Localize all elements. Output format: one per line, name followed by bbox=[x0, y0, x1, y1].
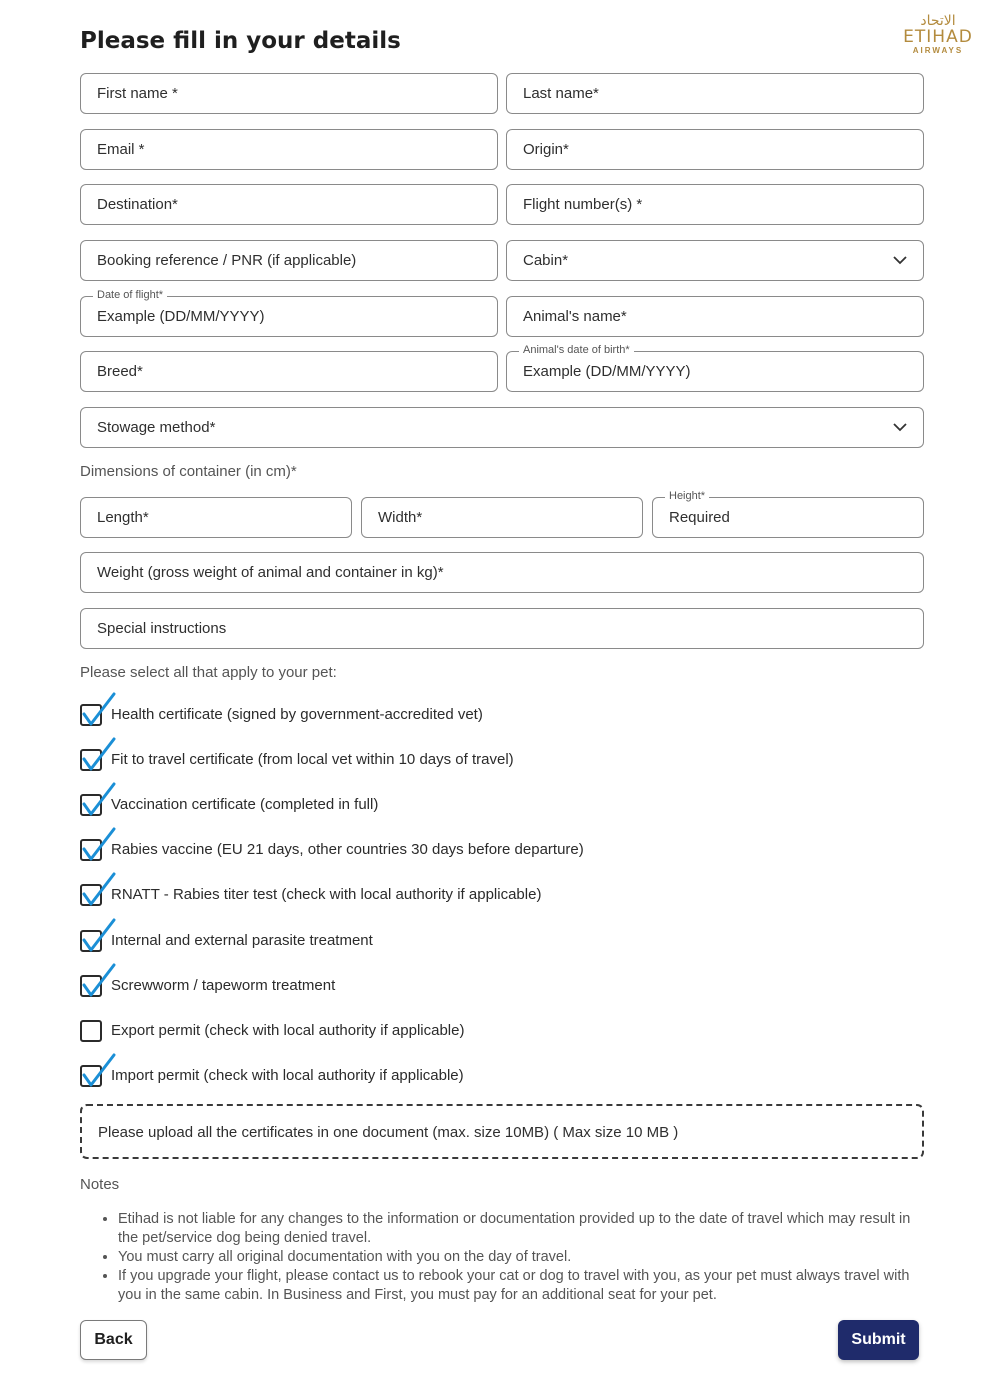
checklist-label: Please select all that apply to your pet: bbox=[80, 664, 337, 681]
notes-title: Notes bbox=[80, 1176, 120, 1193]
checkbox-fit-to-travel[interactable] bbox=[80, 745, 920, 775]
flight-numbers-placeholder: Flight number(s) * bbox=[523, 196, 643, 213]
note-item: • Etihad is not liable for any changes to the information or documentation provided up to the date of travel which may result in the pet/service dog being denied travel. bbox=[118, 1210, 915, 1248]
certificate-upload-dropzone[interactable] bbox=[80, 1104, 924, 1159]
checkbox[interactable] bbox=[80, 794, 102, 816]
checkbox[interactable] bbox=[80, 704, 102, 726]
checkbox-label: Export permit (check with local authority if applicable) bbox=[111, 1022, 465, 1039]
breed-input[interactable] bbox=[80, 351, 498, 392]
stowage-method-placeholder: Stowage method* bbox=[97, 419, 216, 436]
email-placeholder: Email * bbox=[97, 141, 145, 158]
checkbox-label: Import permit (check with local authority if applicable) bbox=[111, 1067, 464, 1084]
animal-dob-input[interactable] bbox=[506, 344, 924, 392]
checkbox[interactable] bbox=[80, 1020, 102, 1042]
checkbox-screwworm[interactable] bbox=[80, 971, 920, 1001]
chevron-down-icon bbox=[893, 255, 907, 265]
back-button[interactable]: Back bbox=[80, 1320, 147, 1360]
submit-button[interactable]: Submit bbox=[838, 1320, 919, 1360]
last-name-input[interactable] bbox=[506, 73, 924, 114]
animal-name-placeholder: Animal's name* bbox=[523, 308, 627, 325]
last-name-placeholder: Last name* bbox=[523, 85, 599, 102]
length-placeholder: Length* bbox=[97, 509, 149, 526]
width-placeholder: Width* bbox=[378, 509, 423, 526]
date-of-flight-label: Date of flight* bbox=[93, 289, 167, 301]
first-name-placeholder: First name * bbox=[97, 85, 178, 102]
logo-name: ETIHAD bbox=[903, 27, 973, 47]
logo-tagline: AIRWAYS bbox=[912, 46, 964, 55]
checkbox-label: Internal and external parasite treatment bbox=[111, 932, 373, 949]
checkbox-rnatt[interactable] bbox=[80, 880, 920, 910]
checkbox[interactable] bbox=[80, 930, 102, 952]
origin-input[interactable] bbox=[506, 129, 924, 170]
note-item: • If you upgrade your flight, please contact us to rebook your cat or dog to travel with you, as your pet must always travel with you in the same cabin. In Business and First, you must pay for an additional seat for your pet. bbox=[118, 1267, 915, 1305]
chevron-down-icon bbox=[893, 422, 907, 432]
animal-dob-placeholder: Example (DD/MM/YYYY) bbox=[523, 363, 691, 380]
height-value: Required bbox=[669, 509, 730, 526]
checkbox-import-permit[interactable] bbox=[80, 1061, 920, 1091]
checkbox[interactable] bbox=[80, 1065, 102, 1087]
animal-dob-label: Animal's date of birth* bbox=[519, 344, 634, 356]
checkbox-label: Screwworm / tapeworm treatment bbox=[111, 977, 336, 994]
checkbox[interactable] bbox=[80, 884, 102, 906]
cabin-placeholder: Cabin* bbox=[523, 252, 569, 269]
destination-input[interactable] bbox=[80, 184, 498, 225]
checkbox-export-permit[interactable] bbox=[80, 1016, 920, 1046]
date-of-flight-input[interactable] bbox=[80, 289, 498, 337]
destination-placeholder: Destination* bbox=[97, 196, 178, 213]
checkbox[interactable] bbox=[80, 839, 102, 861]
checkbox-parasite-treatment[interactable] bbox=[80, 926, 920, 956]
height-input[interactable] bbox=[652, 490, 924, 538]
height-label: Height* bbox=[665, 490, 709, 502]
length-input[interactable] bbox=[80, 497, 352, 538]
date-of-flight-placeholder: Example (DD/MM/YYYY) bbox=[97, 308, 265, 325]
logo-arabic: الاتحاد bbox=[920, 13, 956, 29]
checkbox-label: Rabies vaccine (EU 21 days, other countries 30 days before departure) bbox=[111, 841, 584, 858]
email-input[interactable] bbox=[80, 129, 498, 170]
checkbox-label: Fit to travel certificate (from local vet within 10 days of travel) bbox=[111, 751, 514, 768]
width-input[interactable] bbox=[361, 497, 643, 538]
weight-placeholder: Weight (gross weight of animal and container in kg)* bbox=[97, 564, 444, 581]
notes-list bbox=[100, 1210, 915, 1305]
page-title: Please fill in your details bbox=[80, 28, 401, 54]
booking-reference-input[interactable] bbox=[80, 240, 498, 281]
dimensions-label: Dimensions of container (in cm)* bbox=[80, 463, 297, 480]
cabin-select[interactable] bbox=[506, 240, 924, 281]
first-name-input[interactable] bbox=[80, 73, 498, 114]
special-instructions-input[interactable] bbox=[80, 608, 924, 649]
checkbox-health-certificate[interactable] bbox=[80, 700, 920, 730]
checkbox-label: Vaccination certificate (completed in full) bbox=[111, 796, 379, 813]
checkbox-vaccination[interactable] bbox=[80, 790, 920, 820]
etihad-logo bbox=[893, 14, 983, 58]
checkbox-rabies-vaccine[interactable] bbox=[80, 835, 920, 865]
origin-placeholder: Origin* bbox=[523, 141, 569, 158]
note-item: • You must carry all original documentation with you on the day of travel. bbox=[118, 1248, 915, 1267]
booking-reference-placeholder: Booking reference / PNR (if applicable) bbox=[97, 252, 357, 269]
checkbox-label: RNATT - Rabies titer test (check with local authority if applicable) bbox=[111, 886, 542, 903]
checkbox[interactable] bbox=[80, 749, 102, 771]
flight-numbers-input[interactable] bbox=[506, 184, 924, 225]
stowage-method-select[interactable] bbox=[80, 407, 924, 448]
upload-text: Please upload all the certificates in one document (max. size 10MB) ( Max size 10 MB ) bbox=[98, 1124, 679, 1141]
weight-input[interactable] bbox=[80, 552, 924, 593]
animal-name-input[interactable] bbox=[506, 296, 924, 337]
checkbox-label: Health certificate (signed by government-accredited vet) bbox=[111, 706, 483, 723]
special-instructions-placeholder: Special instructions bbox=[97, 620, 227, 637]
checkbox[interactable] bbox=[80, 975, 102, 997]
breed-placeholder: Breed* bbox=[97, 363, 143, 380]
